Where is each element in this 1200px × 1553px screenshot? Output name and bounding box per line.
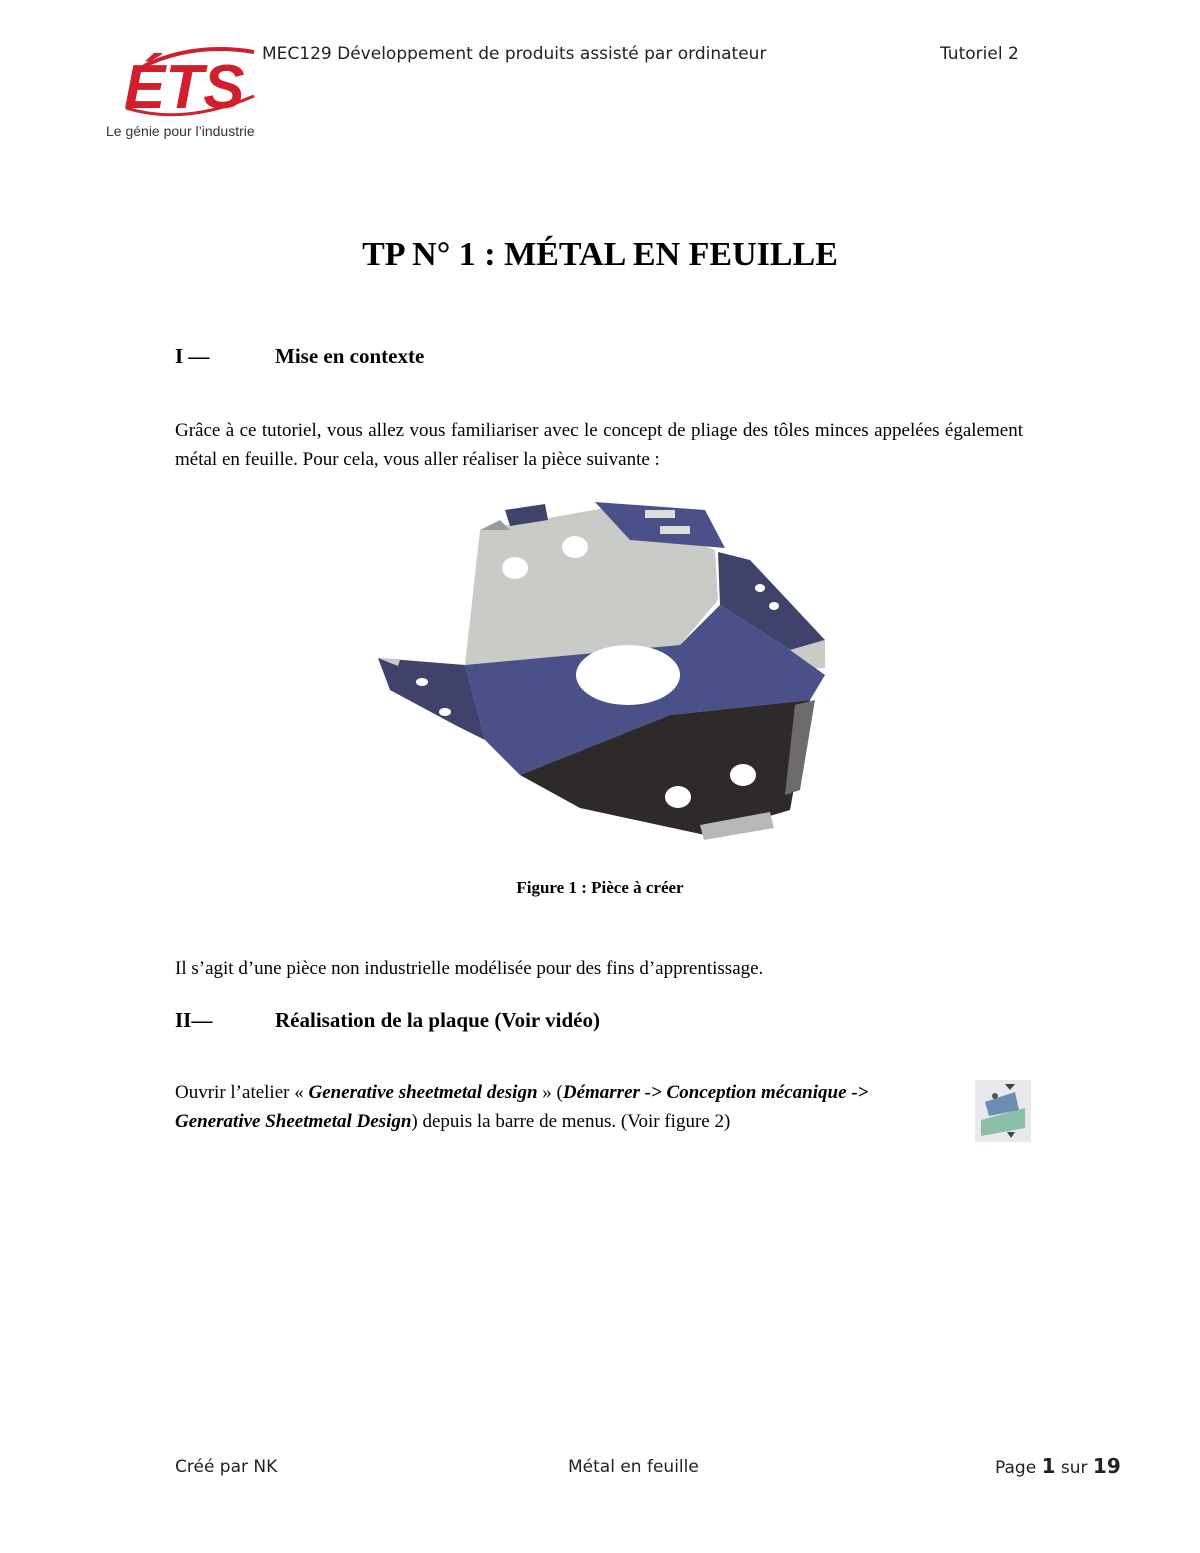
- document-title: TP N° 1 : MÉTAL EN FEUILLE: [362, 236, 838, 273]
- sheetmetal-part-illustration: [370, 490, 840, 855]
- section-1-heading: [175, 344, 424, 369]
- footer-center: Métal en feuille: [568, 1457, 699, 1477]
- footer-author: Créé par NK: [175, 1457, 278, 1477]
- section-2-number: II—: [175, 1008, 213, 1032]
- section-1-paragraph: Grâce à ce tutoriel, vous allez vous familiariser avec le concept de pliage des tôles minces appelées également métal en feuille. Pour cela, vous aller réaliser la pièce suivante :: [175, 420, 1023, 470]
- header-tutorial: Tutoriel 2: [940, 44, 1019, 64]
- workbench-name: Generative sheetmetal design: [308, 1082, 538, 1103]
- footer-page-number: Page 1 sur 19: [995, 1454, 1121, 1478]
- logo-text: ÉTS: [124, 53, 245, 122]
- section-2-text-end: ) depuis la barre de menus. (Voir figure 2): [411, 1111, 731, 1132]
- figure-1-image: [370, 490, 840, 855]
- learning-note: Il s’agit d’une pièce non industrielle modélisée pour des fins d’apprentissage.: [175, 958, 764, 979]
- header-course: MEC129 Développement de produits assisté par ordinateur: [262, 44, 767, 64]
- section-2-title: Réalisation de la plaque (Voir vidéo): [275, 1008, 600, 1032]
- section-2-text-mid: » (: [537, 1082, 563, 1103]
- ets-logo: [104, 38, 279, 148]
- section-2-paragraph: [175, 1078, 955, 1136]
- logo-tagline: Le génie pour l’industrie: [106, 123, 255, 139]
- section-2-text-open: Ouvrir l’atelier «: [175, 1082, 309, 1103]
- ets-logo-icon: [104, 38, 279, 148]
- menu-path: Démarrer -> Conception mécanique -> Generative Sheetmetal Design: [175, 1082, 869, 1132]
- section-1-title: Mise en contexte: [275, 344, 425, 368]
- section-1-number: I —: [175, 344, 210, 368]
- section-2-heading: [175, 1008, 600, 1033]
- figure-1-caption: Figure 1 : Pièce à créer: [516, 878, 684, 897]
- sheetmetal-workbench-icon: [975, 1080, 1031, 1142]
